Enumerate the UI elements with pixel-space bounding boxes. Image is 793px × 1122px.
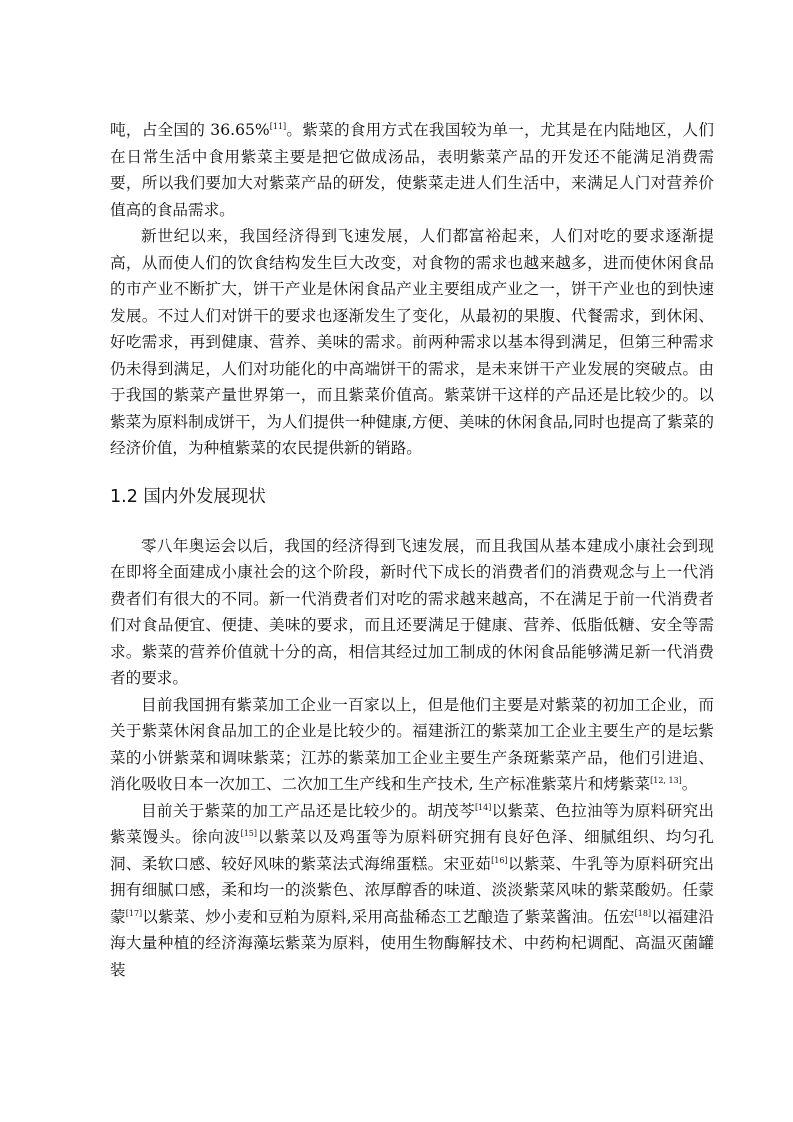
body-paragraph-p2 [110, 223, 714, 462]
body-paragraph-p1 [110, 117, 714, 223]
citation-marker: [18] [634, 908, 652, 918]
citation-marker: [17] [125, 908, 143, 918]
paragraph-text: 目前关于紫菜的加工产品还是比较少的。胡茂芩 [141, 801, 475, 820]
paragraph-text: 。紫菜的食用方式在我国较为单一，尤其是在内陆地区，人们在日常生活中食用紫菜主要是把它做成汤品，表明紫菜产品的开发还不能满足消费需要，所以我们要加大对紫菜产品的研发，使紫菜走进人们生活中，来满足人门对营养价值高的食品需求。 [110, 121, 714, 219]
section-number: 1.2 [110, 486, 138, 507]
paragraph-text: 以福建沿海大量种植的经济海藻坛紫菜为原料，使用生物酶解技术、中药枸杞调配、高温灭菌罐装 [110, 907, 714, 979]
paragraph-text: 。 [681, 775, 698, 793]
section-paragraphs [110, 533, 714, 984]
paper-page [110, 117, 714, 983]
paragraph-text: 目前我国拥有紫菜加工企业一百家以上，但是他们主要是对紫菜的初加工企业，而关于紫菜休闲食品加工的企业是比较少的。福建浙江的紫菜加工企业主要生产的是坛紫菜的小饼紫菜和调味紫菜；江苏的紫菜加工企业主要生产条斑紫菜产品，他们引进追、消化吸收日本一次加工、二次加工生产线和生产技术, 生产标准紫菜片和烤紫菜 [110, 695, 714, 793]
citation-marker: [12, 13] [650, 776, 682, 785]
paragraph-text: 以紫菜、牛乳等为原料研究出拥有细腻口感，柔和均一的淡紫色、浓厚醇香的味道、淡淡紫菜风味的紫菜酸奶。任蒙蒙 [110, 854, 714, 926]
paragraph-text: 以紫菜、炒小麦和豆粕为原料,采用高盐稀态工艺酿造了紫菜酱油。伍宏 [142, 907, 635, 926]
body-paragraph-p4 [110, 692, 714, 798]
paragraph-text: 以紫菜以及鸡蛋等为原料研究拥有良好色泽、细腻组织、均匀孔洞、柔软口感、较好风味的紫菜法式海绵蛋糕。宋亚茹 [110, 828, 714, 873]
section-title: 国内外发展现状 [143, 486, 266, 507]
paragraph-text: 吨，占全国的 36.65% [110, 121, 270, 139]
body-paragraph-p5 [110, 798, 714, 984]
intro-paragraphs [110, 117, 714, 462]
body-paragraph-p3 [110, 533, 714, 692]
paragraph-text: 新世纪以来，我国经济得到飞速发展，人们都富裕起来，人们对吃的要求逐渐提高，从而使人们的饮食结构发生巨大改变，对食物的需求也越来越多，进而使休闲食品的市产业不断扩大，饼干产业是休闲食品产业主要组成产业之一，饼干产业也的到快速发展。不过人们对饼干的要求也逐渐发生了变化，从最初的果腹、代餐需求，到休闲、好吃需求，再到健康、营养、美味的需求。前两种需求以基本得到满足，但第三种需求仍未得到满足，人们对功能化的中高端饼干的需求，是未来饼干产业发展的突破点。由于我国的紫菜产量世界第一，而且紫菜价值高。紫菜饼干这样的产品还是比较少的。以紫菜为原料制成饼干，为人们提供一种健康,方便、美味的休闲食品,同时也提高了紫菜的经济价值，为种植紫菜的农民提供新的销路。 [110, 227, 714, 457]
paragraph-text: 零八年奥运会以后，我国的经济得到飞速发展，而且我国从基本建成小康社会到现在即将全面建成小康社会的这个阶段，新时代下成长的消费者们的消费观念与上一代消费者们有很大的不同。新一代消费者们对吃的需求越来越高，不在满足于前一代消费者们对食品便宜、便捷、美味的要求，而且还要满足于健康、营养、低脂低糖、安全等需求。紫菜的营养价值就十分的高，相信其经过加工制成的休闲食品能够满足新一代消费者的要求。 [110, 536, 714, 687]
citation-marker: [15] [240, 829, 257, 838]
citation-marker: [14] [474, 802, 492, 812]
section-heading [110, 483, 714, 511]
paragraph-text: 以紫菜、色拉油等为原料研究出紫菜馒头。徐向波 [110, 801, 714, 846]
citation-marker: [16] [491, 855, 508, 865]
citation-marker: [11] [269, 122, 287, 131]
